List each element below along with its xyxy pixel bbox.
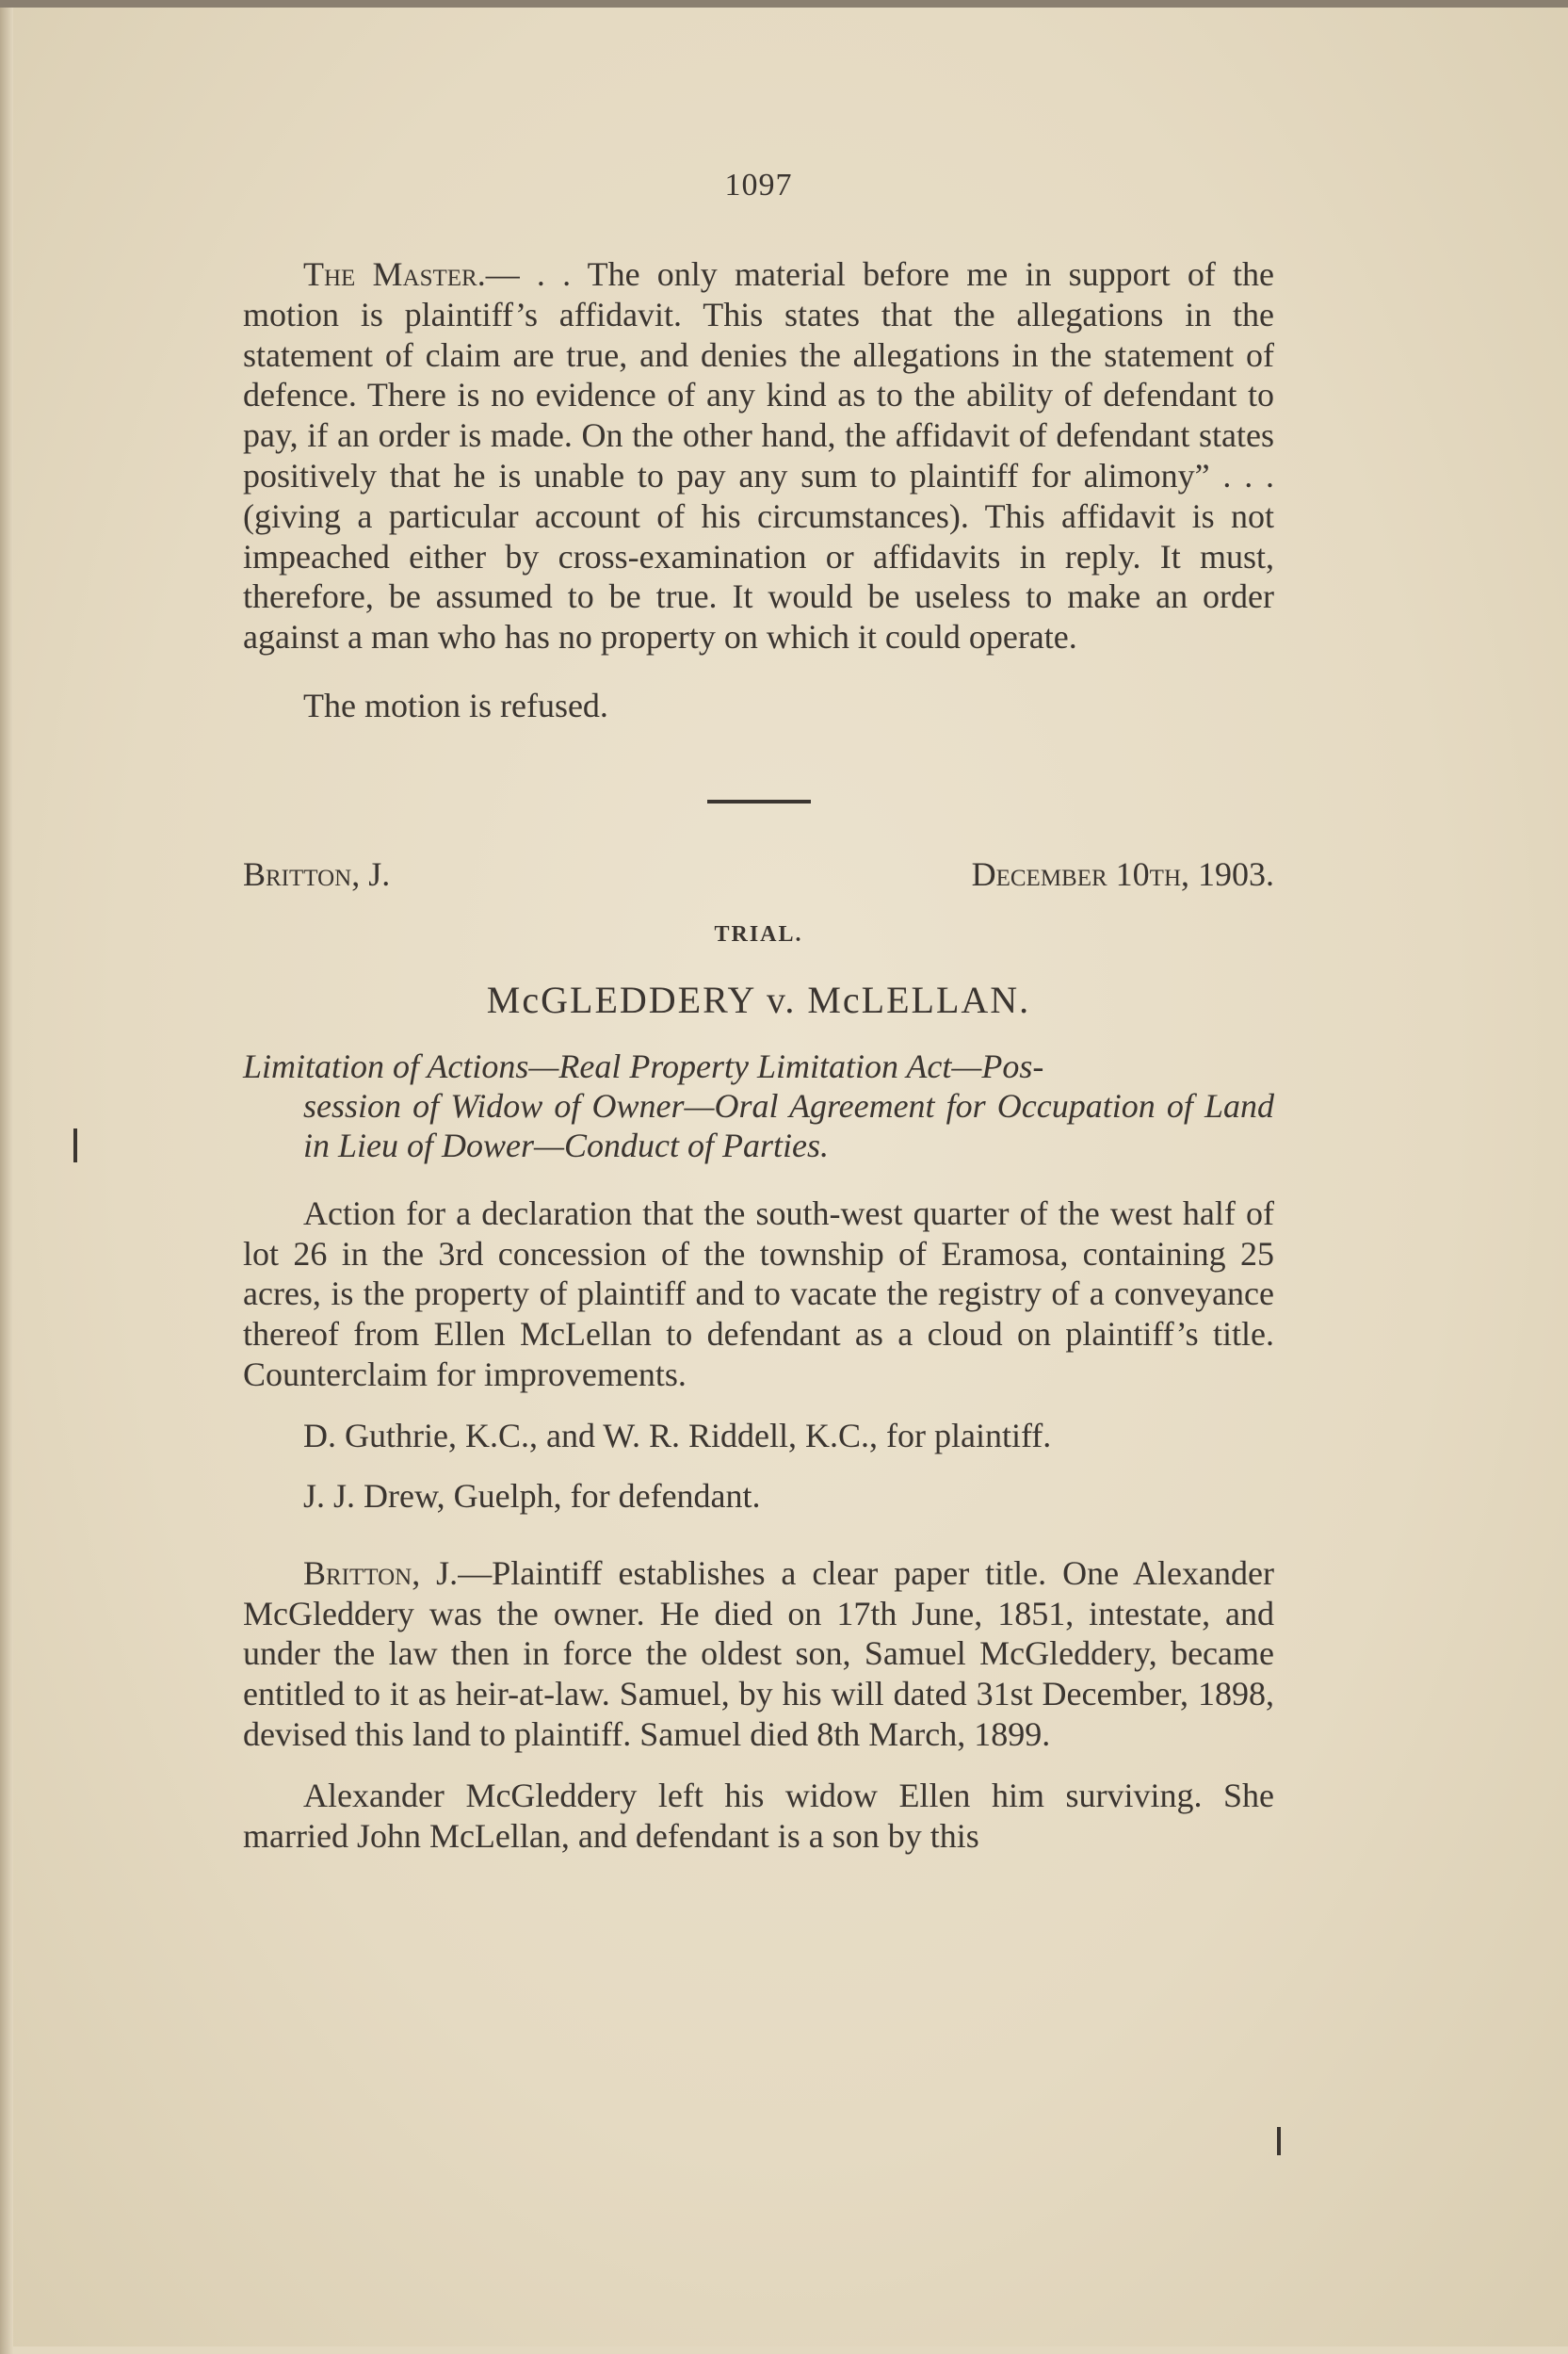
decision-date: December 10th, 1903. (971, 854, 1274, 893)
case-header (243, 854, 1274, 894)
page-number: 1097 (724, 168, 793, 203)
page-top-edge (0, 0, 1568, 8)
case-title: McGLEDDERY v. McLELLAN. (486, 978, 1031, 1021)
headnote (243, 1047, 1274, 1165)
judge-name: Britton, J. (243, 854, 391, 893)
text-column (243, 168, 1274, 1856)
counsel-defendant: J. J. Drew, Guelph, for defendant. (303, 1476, 761, 1515)
headnote-rest: session of Widow of Owner—Oral Agreement for Occupation of Land in Lieu of Dower—Conduct of Parties. (303, 1086, 1274, 1164)
book-page (0, 8, 1568, 2346)
proceeding-type: TRIAL. (714, 921, 803, 947)
margin-mark-left (73, 1128, 77, 1162)
master-text: .— . . The only material before me in support of the motion is plaintiff’s affidavit. This states that the allegations in the statement of claim are true, and denies the allegations in the statement of defence. There is no evidence of any kind as to the ability of defendant to pay, if an order is made. On the other hand, the affidavit of defendant states positively that he is unable to pay any sum to plaintiff for alimony” . . . (giving a particular account of his circumstances). This affidavit is not impeached either by cross-examination or affidavits in reply. It must, therefore, be assumed to be true. It would be useless to make an order against a man who has no property on which it could operate. (243, 255, 1275, 657)
judgment-speaker: Britton, J. (303, 1553, 459, 1592)
section-divider (707, 800, 811, 804)
action-paragraph: Action for a declaration that the south-west quarter of the west half of lot 26 in the 3rd concession of the township of Eramosa, containing 25 acres, is the property of plaintiff and to vacate the registry of a conveyance thereof from Ellen McLellan to defendant as a cloud on plaintiff’s title. Counterclaim for improvements. (243, 1193, 1274, 1393)
headnote-first-line: Limitation of Actions—Real Property Limitation Act—Pos- (243, 1047, 1044, 1085)
master-speaker: The Master (303, 255, 477, 293)
motion-result: The motion is refused. (303, 686, 608, 724)
page-binding-shadow (0, 8, 13, 2354)
master-paragraph (243, 254, 1274, 657)
final-paragraph: Alexander McGleddery left his widow Ellen him surviving. She married John McLellan, and defendant is a son by this (243, 1776, 1274, 1855)
judgment-text: —Plaintiff establishes a clear paper title. One Alexander McGleddery was the owner. He died on 17th June, 1851, intestate, and under the law then in force the oldest son, Samuel McGleddery, became entitled to it as heir-at-law. Samuel, by his will dated 31st December, 1898, devised this land to plaintiff. Samuel died 8th March, 1899. (243, 1553, 1274, 1753)
judgment-paragraph (243, 1553, 1274, 1755)
counsel-plaintiff: D. Guthrie, K.C., and W. R. Riddell, K.C., for plaintiff. (303, 1416, 1052, 1454)
margin-mark-right (1277, 2127, 1281, 2155)
